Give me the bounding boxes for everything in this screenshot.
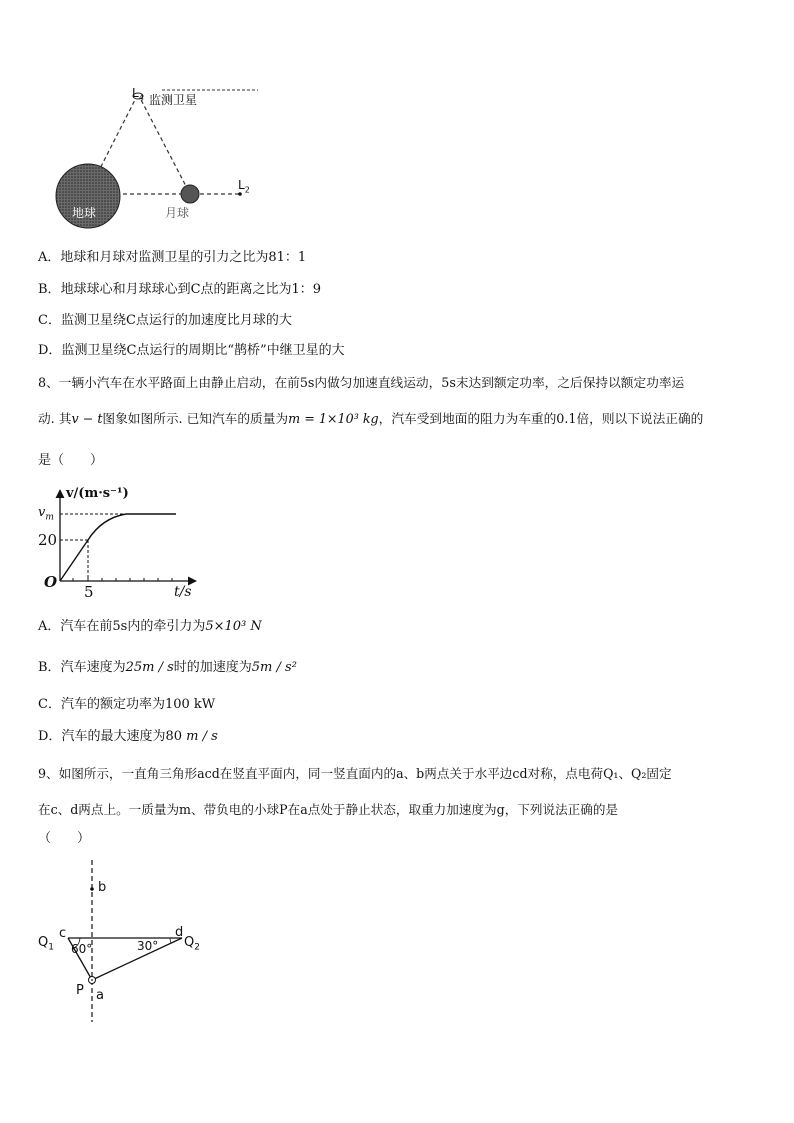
earth-label: 地球: [72, 206, 97, 220]
q8-option-b[interactable]: B．汽车速度为25m / s时的加速度为5m / s²: [38, 660, 297, 675]
satellite-label: 监测卫星: [149, 93, 198, 107]
vt-vm-label: $v_m$: [38, 505, 54, 523]
q8-option-c[interactable]: C．汽车的额定功率为100 kW: [38, 697, 216, 712]
q7-option-c[interactable]: C．监测卫星绕C点运行的加速度比月球的大: [38, 313, 292, 328]
point-d-label: d: [175, 925, 184, 940]
q8-option-d[interactable]: D．汽车的最大速度为80 m / s: [38, 729, 218, 744]
q9-stem-line2: 在c、d两点上。一质量为m、带负电的小球P在a点处于静止状态，取重力加速度为g，下列说法正确的是: [38, 802, 619, 817]
moon: [181, 185, 199, 203]
q7-option-d[interactable]: D．监测卫星绕C点运行的周期比“鹊桥”中继卫星的大: [38, 343, 345, 358]
vt-y20-label: 20: [38, 531, 58, 549]
moon-label: 月球: [165, 206, 190, 220]
q7-option-b[interactable]: B．地球球心和月球球心到C点的距离之比为1：9: [38, 282, 322, 297]
q8-stem-line2: 动. 其v − t图象如图所示. 已知汽车的质量为m = 1×10³ kg，汽车受到地面的阻力为车重的0.1倍，则以下说法正确的: [38, 411, 704, 426]
q8-number: 8、: [38, 375, 59, 390]
vt-x5-label: 5: [84, 583, 94, 601]
vt-ylabel: v/(m·s⁻¹): [66, 486, 129, 501]
charge-q2-label: $Q_2$: [184, 935, 200, 953]
q8-stem-line1: 8、一辆小汽车在水平路面上由静止启动，在前5s内做匀加速直线运动，5s末达到额定功率，之后保持以额定功率运: [38, 375, 685, 390]
point-b-label: b: [98, 880, 107, 895]
point-a-label: a: [96, 988, 104, 1003]
vt-xlabel: t/s: [174, 584, 192, 600]
q9-stem-line1: 9、如图所示，一直角三角形acd在竖直平面内，同一竖直面内的a、b两点关于水平边cd对称，点电荷Q₁、Q₂固定: [38, 766, 672, 781]
angle-30-label: 30°: [137, 939, 159, 953]
q9-number: 9、: [38, 766, 59, 781]
angle-60-label: 60°: [71, 942, 93, 956]
ball-p-label: P: [76, 983, 84, 998]
q8-option-a[interactable]: A．汽车在前5s内的牵引力为5×10³ N: [38, 619, 262, 634]
charge-q1-label: $Q_1$: [38, 935, 54, 953]
vt-origin-label: O: [44, 573, 58, 591]
point-c-label: c: [59, 926, 67, 941]
q7-option-a[interactable]: A．地球和月球对监测卫星的引力之比为81：1: [38, 250, 307, 265]
l4-label: $L_4$: [132, 86, 144, 103]
q8-stem-line3: 是（ ）: [38, 453, 104, 468]
l2-label: $L_2$: [238, 178, 250, 195]
q9-stem-line3: （ ）: [38, 831, 91, 846]
